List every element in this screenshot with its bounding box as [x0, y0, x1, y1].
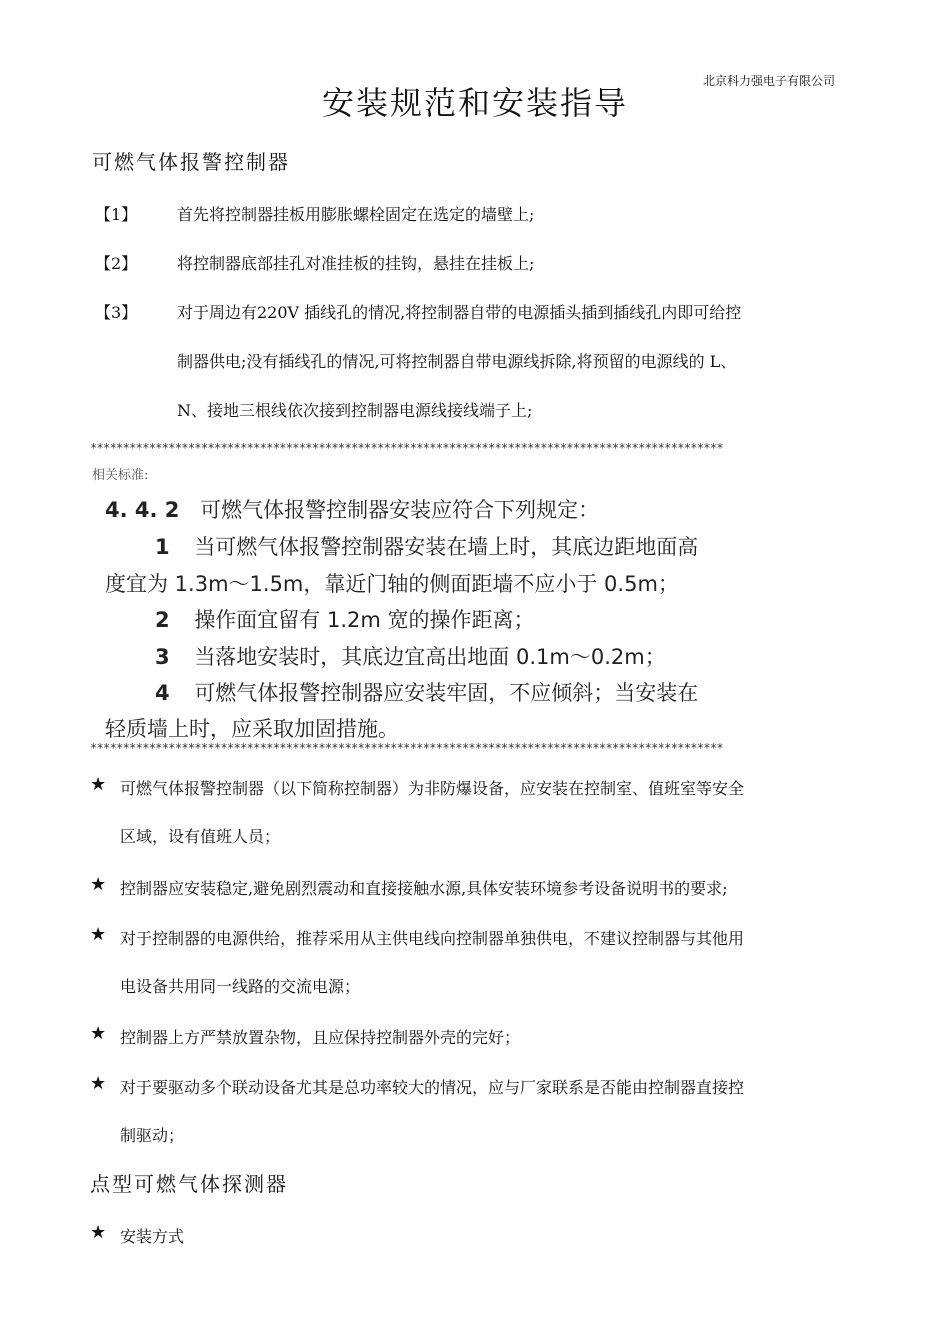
bullet-text: 对于控制器的电源供给，推荐采用从主供电线向控制器单独供电，不建议控制器与其他用 — [120, 929, 745, 948]
bullet-text: 对于要驱动多个联动设备尤其是总功率较大的情况，应与厂家联系是否能由控制器直接控 — [120, 1078, 745, 1097]
step-text: 将控制器底部挂孔对准挂板的挂钩，悬挂在挂板上; — [177, 254, 535, 273]
bullet-text: 区域，设有值班人员； — [120, 827, 281, 846]
page-title: 安装规范和安装指导 — [321, 84, 628, 122]
star-bullet-icon: ★ — [90, 1023, 107, 1044]
star-bullet-icon: ★ — [90, 874, 107, 895]
step-number: 【2】 — [95, 254, 138, 273]
standard-item-number: 1 — [155, 535, 170, 559]
related-standard-label: 相关标准: — [92, 468, 149, 483]
bullet-text: 制驱动； — [120, 1126, 185, 1145]
standard-clause — [105, 494, 599, 524]
standard-item-text: 当落地安装时，其底边宜高出地面 0.1m～0.2m； — [194, 645, 666, 669]
standard-item-text: 可燃气体报警控制器应安装牢固，不应倾斜；当安装在 — [194, 681, 699, 705]
divider: ************************************************************************************************* — [90, 741, 723, 755]
star-bullet-icon: ★ — [90, 924, 107, 945]
step-text: 首先将控制器挂板用膨胀螺栓固定在选定的墙壁上; — [177, 205, 535, 224]
standard-clause-number: 4. 4. 2 — [105, 498, 180, 522]
standard-clause-text: 可燃气体报警控制器安装应符合下列规定： — [200, 498, 600, 522]
section-heading-detector: 点型可燃气体探测器 — [90, 1172, 288, 1196]
standard-item — [155, 641, 666, 671]
standard-item-number: 3 — [155, 645, 170, 669]
standard-item-text: 度宜为 1.3m～1.5m，靠近门轴的侧面距墙不应小于 0.5m； — [105, 572, 679, 596]
step-number: 【1】 — [95, 205, 138, 224]
step-text: 制器供电;没有插线孔的情况,可将控制器自带电源线拆除,将预留的电源线的 L、 — [177, 352, 737, 371]
company-name: 北京科力强电子有限公司 — [703, 74, 836, 88]
divider: ************************************************************************************************* — [90, 441, 723, 455]
section-heading-controller: 可燃气体报警控制器 — [92, 150, 290, 174]
bullet-text: 控制器应安装稳定,避免剧烈震动和直接接触水源,具体安装环境参考设备说明书的要求; — [120, 879, 728, 898]
bullet-text: 控制器上方严禁放置杂物，且应保持控制器外壳的完好； — [120, 1028, 521, 1047]
standard-item-text: 操作面宜留有 1.2m 宽的操作距离； — [194, 608, 535, 632]
bullet-text: 电设备共用同一线路的交流电源； — [120, 977, 361, 996]
star-bullet-icon: ★ — [90, 1222, 107, 1243]
standard-item-text: 轻质墙上时，应采取加固措施。 — [105, 717, 399, 741]
standard-item-text: 当可燃气体报警控制器安装在墙上时，其底边距地面高 — [194, 535, 699, 559]
bullet-text: 可燃气体报警控制器（以下简称控制器）为非防爆设备，应安装在控制室、值班室等安全 — [120, 779, 745, 798]
standard-item — [105, 713, 399, 743]
step-number: 【3】 — [95, 303, 138, 322]
star-bullet-icon: ★ — [90, 774, 107, 795]
standard-item — [155, 531, 698, 561]
standard-item — [105, 568, 679, 598]
standard-item — [155, 604, 535, 634]
standard-item-number: 2 — [155, 608, 170, 632]
star-bullet-icon: ★ — [90, 1073, 107, 1094]
step-text: 对于周边有220V 插线孔的情况,将控制器自带的电源插头插到插线孔内即可给控 — [177, 303, 742, 322]
standard-item — [155, 677, 698, 707]
step-text: N、接地三根线依次接到控制器电源线接线端子上; — [177, 401, 533, 420]
bullet-text: 安装方式 — [120, 1227, 185, 1246]
standard-item-number: 4 — [155, 681, 170, 705]
